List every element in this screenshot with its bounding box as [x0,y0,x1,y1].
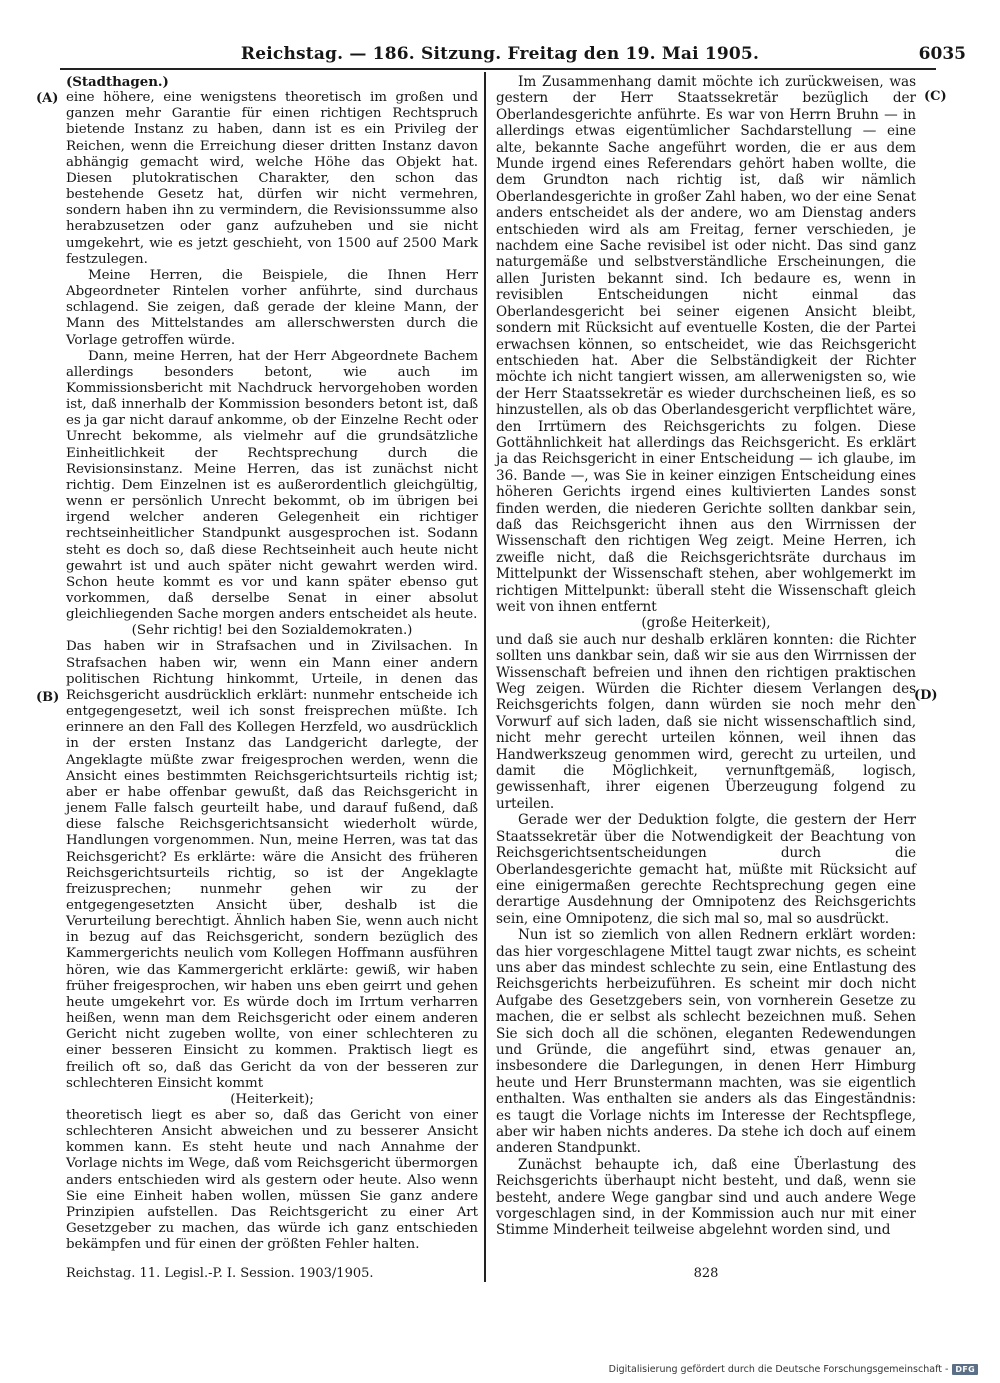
left-paragraph: Dann, meine Herren, hat der Herr Abgeordnete Bachem allerdings besonders betont, wie auch im Kommissionsbericht mit Nachdruck hervorgehoben worden ist, daß innerhalb der Kommission besonders betont ist, daß es ja gar nicht darauf ankomme, ob der Einzelne Recht oder Unrecht bekomme, als vielmehr auf die grundsätzliche Einheitlichkeit der Rechtsprechung durch die Revisionsinstanz. Meine Herren, das ist zunächst nicht richtig. Dem Einzelnen ist es außerordentlich gleichgültig, wenn er persönlich Unrecht bekommt, ob im übrigen bei irgend welcher anderen Gelegenheit ein richtiger rechtseinheitlicher Standpunkt ausgesprochen ist. Sodann steht es doch so, daß diese Rechtseinheit auch heute nicht gewahrt ist und auch später nicht gewahrt werden wird. Schon heute kommt es vor und kann später ebenso gut vorkommen, daß derselbe Senat in einer absolut gleichliegenden Sache morgen anders entscheidet als heute. [66,348,478,623]
credit-text: Digitalisierung gefördert durch die Deutsche Forschungsgemeinschaft - [608,1364,949,1375]
header-rule [60,68,936,70]
speaker-label: (Stadthagen.) [66,74,169,90]
right-column [496,74,916,1239]
digitization-credit [609,1364,978,1375]
sheet-number: 828 [693,1266,719,1281]
left-column [66,74,478,1253]
header-title: Reichstag. — 186. Sitzung. Freitag den 19. Mai 1905. [240,44,760,64]
right-paragraph: und daß sie auch nur deshalb erklären konnten: die Richter sollten uns dankbar sein, daß wir sie aus den Wirrnissen der Wissenschaft befreien und ihnen den richtigen praktischen Weg zeigen. Würden die Richter diesem Verlangen des Reichsgerichts folgen, dann würden sie noch mehr den Vorwurf auf sich laden, daß sie nicht wissenschaftlich sind, nicht mehr gerecht urteilen können, weil ihnen das Handwerkszeug genommen wird, gerecht zu urteilen, und damit die Möglichkeit, vernunftgemäß, logisch, gewissenhaft, ihrer eigenen Überzeugung folgend zu urteilen. [496,631,916,812]
margin-marker-a: (A) [36,91,59,106]
right-paragraph: Gerade wer der Deduktion folgte, die gestern der Herr Staatssekretär über die Notwendigkeit der Beachtung von Reichsgerichtsentscheidungen durch die Oberlandesgerichte gemacht hat, müßte mit Rücksicht auf eine einigermaßen gerechte Rechtsprechung gegen eine derartige Ausdehnung der Omnipotenz des Reichsgerichts sein, eine Omnipotenz, die sich mal so, mal so ausdrückt. [496,812,916,927]
left-paragraph: eine höhere, eine wenigstens theoretisch im großen und ganzen mehr Garantie für einen richtigen Rechtspruch bietende Instanz zu haben, dann ist es ein Privileg der Reichen, wenn die Erreichung dieser dritten Instanz davon abhängig gemacht wird, welche Höhe das Objekt hat. Diesen plutokratischen Charakter, den schon das bestehende Gesetz hat, dürfen wir nicht vermehren, sondern haben ihn zu vermindern, die Revisionssumme also herabzusetzen oder ganz aufzuheben und sie nicht umgekehrt, wie es jetzt geschieht, von 1500 auf 2500 Mark festzulegen. [66,90,478,267]
left-paragraph: Meine Herren, die Beispiele, die Ihnen Herr Abgeordneter Rintelen vorher anführte, sind durchaus schlagend. Sie zeigen, daß gerade der kleine Mann, der Mann des Mittelstandes am allerschwersten durch die Vorlage getroffen würde. [66,267,478,348]
margin-marker-c: (C) [924,89,947,104]
left-paragraph: Das haben wir in Strafsachen und in Zivilsachen. In Strafsachen haben wir, wenn ein Mann einer andern politischen Richtung hinkommt, Urteile, in denen das Reichsgericht ausdrücklich erklärt: nunmehr entscheide ich entgegengesetzt, weil ich sonst freisprechen müßte. Ich erinnere an den Fall des Kollegen Herzfeld, wo ausdrücklich in der ersten Instanz das Landgericht darlegte, der Angeklagte müßte zwar freigesprochen werden, wenn die Ansicht eines bestimmten Reichsgerichtsurteils richtig ist; aber er habe offenbar gewußt, daß das Reichsgericht in jenem Falle falsch geurteilt habe, und darauf fußend, daß diese falsche Reichsgerichtsansicht wiederholt würde, Handlungen vorgenommen. Nun, meine Herren, was tat das Reichsgericht? Es erklärte: wäre die Ansicht des früheren Reichsgerichtsurteils richtig, so ist der Angeklagte freizusprechen; nunmehr gehen wir zu der entgegengesetzten Ansicht über, deshalb ist die Verurteilung berechtigt. Ähnlich haben Sie, wenn auch nicht in bezug auf das Reichsgericht, sondern bezüglich des Kammergerichts neulich vom Kollegen Hoffmann ausführen hören, wie das Kammergericht erklärte: gewiß, wir haben früher freigesprochen, wir haben uns eben geirrt und gehen heute umgekehrt vor. Es würde doch im Irrtum verharren heißen, wenn man dem Reichsgericht oder einem anderen Gericht nicht zugeben wollte, von einer schlechteren zu einer besseren Einsicht zu kommen. Praktisch liegt es freilich oft so, daß das Gericht da von der besseren zur schlechteren Einsicht kommt [66,639,478,1091]
margin-marker-d: (D) [914,688,938,703]
interjection: (Sehr richtig! bei den Sozialdemokraten.) [131,623,413,639]
right-paragraph: Nun ist so ziemlich von allen Rednern erklärt worden: das hier vorgeschlagene Mittel taugt zwar nichts, es scheint uns aber das mindest schlechte zu sein, eine Entlastung des Reichsgerichts herbeizuführen. Es scheint mir doch nicht Aufgabe des Gesetzgebers sein, von vornherein Gesetze zu machen, die er selbst als schlecht bezeichnen muß. Sehen Sie sich doch all die schönen, eleganten Redewendungen und Gründe, die angeführt sind, etwas genauer an, insbesondere die Darlegungen, in denen Herr Himburg heute und Herr Brunstermann machten, was sie eigentlich enthalten. Was enthalten sie anders als das Eingeständnis: es taugt die Vorlage nichts im Interesse der Rechtspflege, aber wir haben nichts anderes. Da stehe ich doch auf einem anderen Standpunkt. [496,927,916,1157]
interjection: (Heiterkeit); [230,1091,314,1107]
right-paragraph: Zunächst behaupte ich, daß eine Überlastung des Reichsgerichts überhaupt nicht besteht, und daß, wenn sie besteht, andere Wege gangbar sind und auch andere Wege vorgeschlagen sind, in der Kommission auch nur mit einer Stimme Minderheit teilweise abgelehnt worden sind, und [496,1156,916,1239]
interjection: (große Heiterkeit), [641,615,771,632]
column-divider [484,72,486,1282]
session-footer: Reichstag. 11. Legisl.-P. I. Session. 1903/1905. [66,1266,374,1281]
left-paragraph: theoretisch liegt es aber so, daß das Gericht von einer schlechteren Ansicht abweichen und zu besserer Ansicht kommen kann. Es steht heute und nach Annahme der Vorlage nichts im Wege, daß vom Reichsgericht übermorgen anders entschieden wird als gestern oder heute. Also wenn Sie eine Einheit haben wollen, müssen Sie ganz andere Prinzipien aufstellen. Das Reichtsgericht zu einer Art Gesetzgeber zu machen, das würde ich ganz entschieden bekämpfen und für einen der größten Fehler halten. [66,1108,478,1253]
right-paragraph: Im Zusammenhang damit möchte ich zurückweisen, was gestern der Herr Staatssekretär bezüglich der Oberlandesgerichte anführte. Es war von Herrn Bruhn — in allerdings etwas eigentümlicher Sachdarstellung — eine alte, bekannte Sache angeführt worden, die er aus dem Munde irgend eines Referendars gehört haben wollte, die dem Grundton nach richtig ist, daß wir nämlich Oberlandesgerichte in großer Zahl haben, wo der eine Senat anders entscheidet als der andere, wo am Dienstag anders entschieden wird als am Freitag, ferner verschieden, je nachdem eine Sache revisibel ist oder nicht. Das sind ganz naturgemäße und selbstverständliche Erscheinungen, die allen Juristen bekannt sind. Ich bedaure es, wenn in revisiblen Entscheidungen nicht einmal das Oberlandesgericht bei seiner eigenen Ansicht bleibt, sondern mit Rücksicht auf eventuelle Kosten, die der Partei erwachsen können, so entscheidet, wie das Reichsgericht entschieden hat. Aber die Selbständigkeit der Richter möchte ich nicht tangiert wissen, am allerwenigsten so, wie der Herr Staatssekretär es wieder durchscheinen ließ, es so hinzustellen, als ob das Oberlandesgericht verpflichtet wäre, den Irrtümern des Reichsgerichts zu folgen. Diese Gottähnlichkeit hat allerdings das Reichsgericht. Es erklärt ja das Reichsgericht in einer Entscheidung — ich glaube, im 36. Bande —, was Sie in keiner einzigen Entscheidung eines höheren Gerichts irgend eines kultivierten Landes sonst finden werden, die niederen Gerichte sollten dankbar sein, daß das Reichsgericht ihnen aus den Wirrnissen der Wissenschaft den richtigen Weg zeigt. Meine Herren, ich zweifle nicht, daß die Reichsgerichtsräte durchaus im Mittelpunkt der Wissenschaft stehen, aber wohlgemerkt im richtigen Mittelpunkt: überall steht die Wissenschaft gleich weit von ihnen entfernt [496,74,916,615]
margin-marker-b: (B) [36,690,60,705]
page-number: 6035 [918,44,966,64]
dfg-logo-icon: DFG [952,1364,978,1375]
page-header [60,44,966,70]
